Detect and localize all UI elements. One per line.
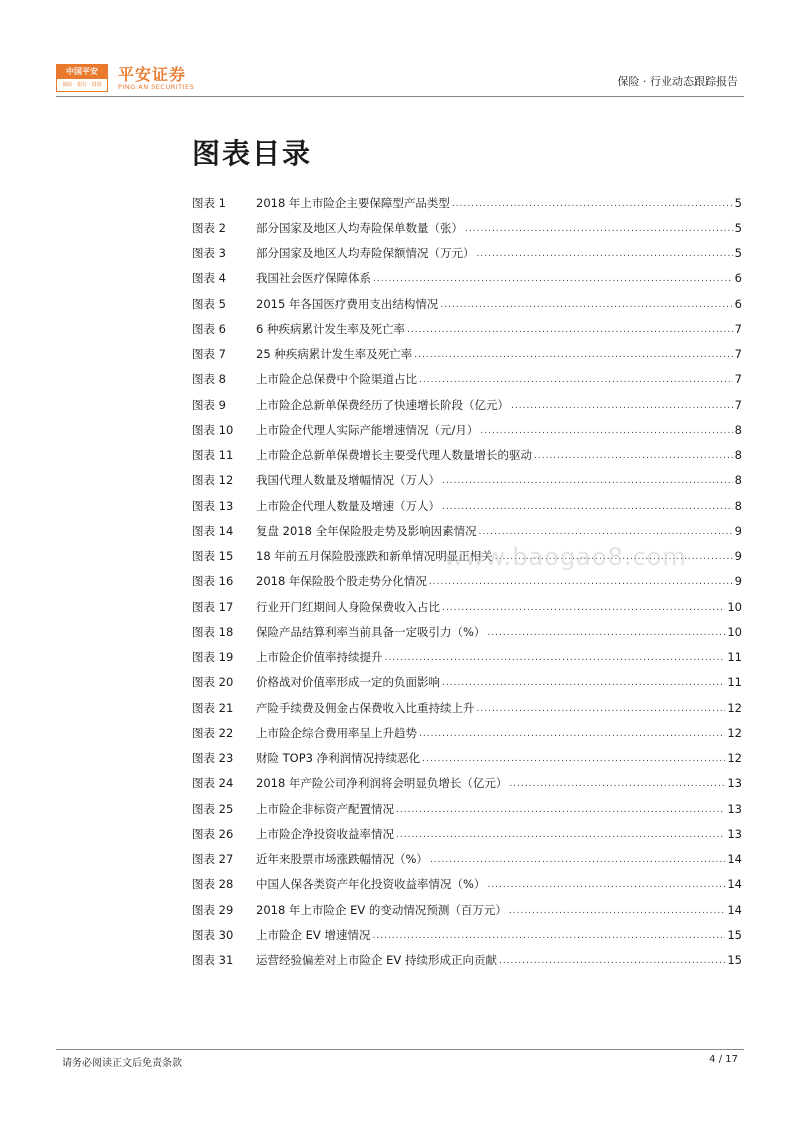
toc-leader-dots	[487, 628, 725, 638]
page-title: 图表目录	[192, 137, 313, 170]
toc-entry-label: 图表 2	[192, 220, 226, 235]
toc-entry[interactable]	[192, 670, 742, 695]
toc-entry-label: 图表 19	[192, 650, 234, 665]
toc-entry-label: 图表 24	[192, 776, 234, 791]
toc-entry[interactable]	[192, 872, 742, 897]
toc-entry-label: 图表 22	[192, 725, 234, 740]
toc-entry-label: 图表 15	[192, 549, 234, 564]
toc-entry[interactable]	[192, 746, 742, 771]
toc-entry-page: 14	[727, 877, 742, 892]
toc-entry-title: 近年来股票市场涨跌幅情况（%）	[256, 852, 428, 867]
toc-entry-page: 15	[727, 927, 742, 942]
toc-leader-dots	[396, 805, 725, 815]
toc-entry-page: 6	[734, 296, 742, 311]
toc-entry[interactable]	[192, 847, 742, 872]
toc-entry-label: 图表 31	[192, 953, 234, 968]
toc-entry-title: 我国代理人数量及增幅情况（万人）	[256, 473, 440, 488]
toc-leader-dots	[414, 350, 732, 360]
toc-entry-label: 图表 23	[192, 751, 234, 766]
toc-entry-page: 12	[727, 751, 742, 766]
toc-entry-page: 10	[727, 599, 742, 614]
toc-entry-title: 6 种疾病累计发生率及死亡率	[256, 321, 405, 336]
toc-entry-page: 7	[734, 397, 742, 412]
toc-leader-dots	[509, 906, 725, 916]
toc-entry-title: 上市险企综合费用率呈上升趋势	[256, 725, 417, 740]
toc-entry-label: 图表 11	[192, 448, 234, 463]
toc-leader-dots	[442, 678, 725, 688]
brand-name: 平安证券	[118, 65, 187, 84]
toc-entry-page: 13	[727, 826, 742, 841]
toc-entry-label: 图表 1	[192, 195, 226, 210]
toc-entry-title: 上市险企代理人实际产能增速情况（元/月）	[256, 422, 479, 437]
toc-entry[interactable]	[192, 241, 742, 266]
toc-entry-page: 15	[727, 953, 742, 968]
toc-leader-dots	[373, 274, 733, 284]
toc-entry-title: 2018 年保险股个股走势分化情况	[256, 574, 427, 589]
toc-entry-label: 图表 5	[192, 296, 226, 311]
toc-entry-page: 7	[734, 321, 742, 336]
toc-leader-dots	[442, 502, 733, 512]
toc-entry-label: 图表 9	[192, 397, 226, 412]
toc-entry-title: 财险 TOP3 净利润情况持续恶化	[256, 751, 421, 766]
toc-leader-dots	[419, 729, 725, 739]
toc-entry-page: 9	[734, 549, 742, 564]
toc-entry-title: 保险产品结算利率当前具备一定吸引力（%）	[256, 624, 486, 639]
toc-leader-dots	[442, 603, 725, 613]
toc-entry-label: 图表 21	[192, 700, 234, 715]
toc-entry-label: 图表 29	[192, 902, 234, 917]
toc-entry[interactable]	[192, 367, 742, 392]
toc-entry-page: 13	[727, 776, 742, 791]
disclaimer-note: 请务必阅读正文后免责条款	[62, 1058, 182, 1069]
watermark: www.baogao8.com	[444, 543, 687, 571]
toc-entry-title: 上市险企非标资产配置情况	[256, 801, 394, 816]
toc-entry-label: 图表 30	[192, 927, 234, 942]
toc-entry[interactable]	[192, 417, 742, 442]
toc-entry[interactable]	[192, 316, 742, 341]
toc-entry-label: 图表 18	[192, 624, 234, 639]
toc-entry[interactable]	[192, 190, 742, 215]
toc-entry-title: 2015 年各国医疗费用支出结构情况	[256, 296, 439, 311]
toc-entry-title: 25 种疾病累计发生率及死亡率	[256, 347, 413, 362]
ping-an-group-logo	[56, 64, 108, 92]
toc-entry-page: 12	[727, 725, 742, 740]
toc-entry[interactable]	[192, 266, 742, 291]
toc-leader-dots	[479, 527, 733, 537]
toc-entry-title: 运营经验偏差对上市险企 EV 持续形成正向贡献	[256, 953, 497, 968]
toc-entry[interactable]	[192, 796, 742, 821]
toc-entry-page: 9	[734, 574, 742, 589]
toc-entry[interactable]	[192, 291, 742, 316]
toc-entry-label: 图表 4	[192, 271, 226, 286]
toc-entry-label: 图表 26	[192, 826, 234, 841]
toc-entry-page: 7	[734, 372, 742, 387]
toc-entry-label: 图表 28	[192, 877, 234, 892]
toc-entry-title: 18 年前五月保险股涨跌和新单情况明显正相关	[256, 549, 493, 564]
toc-entry-title: 2018 年上市险企 EV 的变动情况预测（百万元）	[256, 902, 507, 917]
header-divider	[56, 96, 744, 97]
toc-entry-title: 2018 年产险公司净利润将会明显负增长（亿元）	[256, 776, 508, 791]
toc-entry-page: 11	[727, 650, 742, 665]
toc-entry-page: 6	[734, 271, 742, 286]
toc-leader-dots	[499, 956, 725, 966]
toc-entry-label: 图表 17	[192, 599, 234, 614]
toc-leader-dots	[487, 880, 725, 890]
toc-entry-title: 上市险企总保费中个险渠道占比	[256, 372, 417, 387]
footer-divider	[56, 1049, 744, 1050]
toc-entry-label: 图表 3	[192, 246, 226, 261]
toc-entry-title: 2018 年上市险企主要保障型产品类型	[256, 195, 450, 210]
toc-entry-page: 10	[727, 624, 742, 639]
toc-entry-title: 价格战对价值率形成一定的负面影响	[256, 675, 440, 690]
toc-entry-title: 上市险企代理人数量及增速（万人）	[256, 498, 440, 513]
toc-entry-label: 图表 25	[192, 801, 234, 816]
toc-entry[interactable]	[192, 948, 742, 973]
toc-entry-title: 上市险企总新单保费经历了快速增长阶段（亿元）	[256, 397, 509, 412]
toc-entry[interactable]	[192, 594, 742, 619]
toc-leader-dots	[477, 704, 726, 714]
toc-entry-page: 12	[727, 700, 742, 715]
toc-leader-dots	[430, 855, 725, 865]
toc-entry-title: 上市险企总新单保费增长主要受代理人数量增长的驱动	[256, 448, 532, 463]
toc-entry-page: 5	[734, 246, 742, 261]
logo-ping-subtext: 保险 · 银行 · 投资	[62, 82, 102, 88]
toc-entry-title: 行业开门红期间人身险保费收入占比	[256, 599, 440, 614]
toc-entry[interactable]	[192, 518, 742, 543]
toc-leader-dots	[442, 476, 733, 486]
toc-entry[interactable]	[192, 695, 742, 720]
toc-leader-dots	[440, 300, 732, 310]
toc-entry-page: 8	[734, 422, 742, 437]
toc-entry[interactable]	[192, 342, 742, 367]
toc-entry-label: 图表 10	[192, 422, 234, 437]
toc-entry-title: 上市险企净投资收益率情况	[256, 826, 394, 841]
toc-entry-label: 图表 12	[192, 473, 234, 488]
toc-leader-dots	[419, 375, 733, 385]
toc-leader-dots	[396, 830, 725, 840]
toc-entry-page: 5	[734, 220, 742, 235]
toc-entry[interactable]	[192, 493, 742, 518]
toc-entry-page: 9	[734, 523, 742, 538]
toc-entry[interactable]	[192, 897, 742, 922]
logo-ping-text: 中国平安	[57, 65, 107, 79]
toc-entry-page: 8	[734, 498, 742, 513]
report-type: 保险 · 行业动态跟踪报告	[617, 75, 738, 88]
toc-leader-dots	[480, 426, 732, 436]
toc-entry-title: 产险手续费及佣金占保费收入比重持续上升	[256, 700, 475, 715]
toc-entry-page: 13	[727, 801, 742, 816]
toc-leader-dots	[407, 325, 733, 335]
toc-entry-label: 图表 6	[192, 321, 226, 336]
toc-entry-label: 图表 27	[192, 852, 234, 867]
toc-entry[interactable]	[192, 468, 742, 493]
toc-entry[interactable]	[192, 922, 742, 947]
toc-entry[interactable]	[192, 619, 742, 644]
toc-entry-page: 8	[734, 448, 742, 463]
toc-entry[interactable]	[192, 392, 742, 417]
toc-entry-page: 14	[727, 902, 742, 917]
toc-leader-dots	[477, 249, 733, 259]
page-number: 4 / 17	[709, 1054, 738, 1065]
toc-leader-dots	[509, 779, 725, 789]
toc-entry-label: 图表 16	[192, 574, 234, 589]
toc-entry-label: 图表 13	[192, 498, 234, 513]
brand-english-name: PING AN SECURITIES	[118, 83, 195, 91]
toc-leader-dots	[465, 224, 733, 234]
toc-entry[interactable]	[192, 821, 742, 846]
toc-entry-title: 复盘 2018 全年保险股走势及影响因素情况	[256, 523, 477, 538]
toc-entry-page: 11	[727, 675, 742, 690]
toc-entry-title: 中国人保各类资产年化投资收益率情况（%）	[256, 877, 486, 892]
toc-leader-dots	[385, 653, 726, 663]
toc-entry-title: 部分国家及地区人均寿险保单数量（张）	[256, 220, 463, 235]
toc-entry[interactable]	[192, 215, 742, 240]
toc-leader-dots	[511, 401, 733, 411]
toc-entry-label: 图表 8	[192, 372, 226, 387]
toc-leader-dots	[452, 199, 733, 209]
toc-entry-title: 部分国家及地区人均寿险保额情况（万元）	[256, 246, 475, 261]
toc-leader-dots	[422, 754, 725, 764]
toc-leader-dots	[429, 577, 733, 587]
toc-entry[interactable]	[192, 771, 742, 796]
toc-entry-title: 上市险企价值率持续提升	[256, 650, 383, 665]
toc-entry-label: 图表 14	[192, 523, 234, 538]
toc-entry[interactable]	[192, 720, 742, 745]
toc-entry-page: 5	[734, 195, 742, 210]
toc-entry-page: 14	[727, 852, 742, 867]
toc-entry-label: 图表 7	[192, 347, 226, 362]
toc-entry-page: 8	[734, 473, 742, 488]
toc-list	[192, 190, 742, 973]
toc-entry[interactable]	[192, 443, 742, 468]
toc-entry[interactable]	[192, 645, 742, 670]
toc-entry-page: 7	[734, 347, 742, 362]
toc-entry-title: 我国社会医疗保障体系	[256, 271, 371, 286]
toc-entry[interactable]	[192, 569, 742, 594]
toc-entry-title: 上市险企 EV 增速情况	[256, 927, 371, 942]
toc-entry-label: 图表 20	[192, 675, 234, 690]
toc-leader-dots	[372, 931, 725, 941]
toc-leader-dots	[534, 451, 733, 461]
